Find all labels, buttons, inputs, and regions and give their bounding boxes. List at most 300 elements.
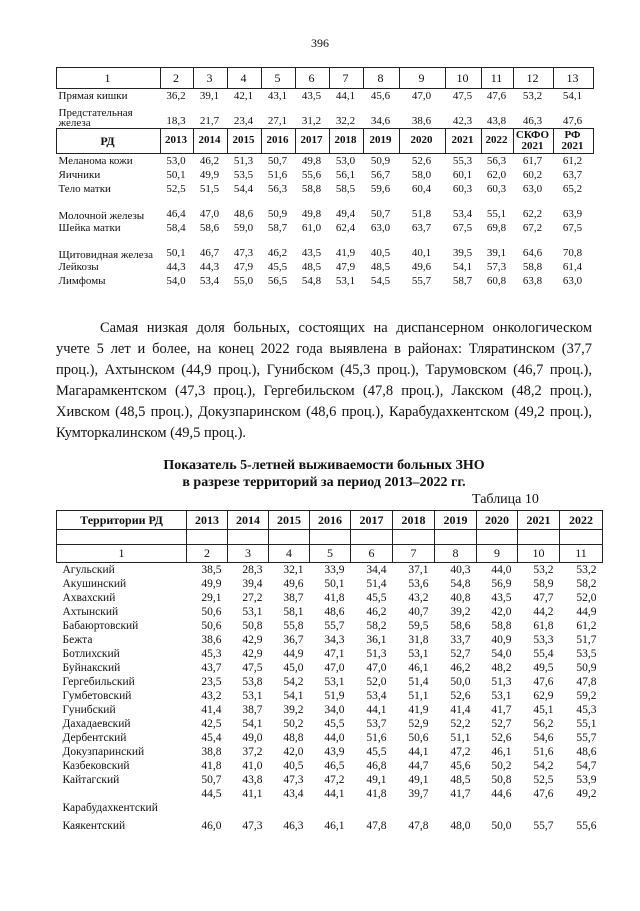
cell: 49,1	[408, 774, 429, 786]
row-label: Молочной железы	[58, 210, 145, 222]
cell: 46,8	[366, 760, 387, 772]
cell: 47,2	[450, 746, 471, 758]
cell: 44,1	[335, 90, 356, 103]
empty-cell	[518, 530, 560, 545]
cell: 18,3	[166, 115, 186, 128]
table1-header-cell: 3	[194, 68, 228, 89]
cell: 58,7	[452, 275, 473, 288]
empty-cell	[560, 530, 603, 545]
cell: 46,0	[201, 820, 222, 832]
cell: 45,0	[283, 662, 304, 674]
table-row	[57, 605, 603, 619]
cell: 47,3	[283, 774, 304, 786]
cell: 67,5	[452, 222, 473, 235]
table-row	[57, 801, 603, 815]
cell: 44,1	[324, 788, 345, 800]
table-row	[57, 689, 603, 703]
cell: 43,5	[301, 90, 322, 103]
cell: 47,8	[366, 820, 387, 832]
cell: 49,1	[366, 774, 387, 786]
cell: 50,0	[450, 676, 471, 688]
cell: 39,1	[486, 247, 507, 260]
cell: 50,8	[491, 774, 512, 786]
row-label: Казбековский	[62, 760, 130, 772]
cell: 42,5	[201, 718, 222, 730]
table-row	[57, 633, 603, 647]
cell: 53,1	[491, 690, 512, 702]
cell: 58,0	[411, 169, 432, 182]
cell: 63,9	[562, 208, 583, 221]
cell: 53,0	[335, 155, 356, 168]
table1-header-cell: 2019	[364, 129, 400, 154]
cell: 50,2	[283, 718, 304, 730]
table-row	[57, 619, 603, 633]
cell: 61,2	[562, 155, 583, 168]
cell: 67,2	[522, 222, 543, 235]
cell: 50,2	[491, 760, 512, 772]
table2-number-cell: 9	[477, 545, 518, 563]
cell: 59,6	[370, 183, 391, 196]
table-row	[57, 647, 603, 661]
cell: 52,9	[408, 718, 429, 730]
cell: 37,1	[408, 564, 429, 576]
cell: 43,9	[324, 746, 345, 758]
cell: 49,9	[199, 169, 220, 182]
row-label: Щитовидная железа	[58, 249, 153, 261]
cell: 49,4	[335, 208, 356, 221]
table1-header-cell: 7	[330, 68, 364, 89]
empty-cell	[187, 530, 228, 545]
cell: 54,8	[301, 275, 322, 288]
cell: 48,5	[301, 261, 322, 274]
cell: 54,1	[452, 261, 473, 274]
cell: 63,0	[562, 275, 583, 288]
cell: 53,5	[576, 648, 597, 660]
empty-cell	[477, 530, 518, 545]
cell: 54,5	[370, 275, 391, 288]
cell: 51,8	[411, 208, 432, 221]
row-label: Яичники	[58, 169, 101, 182]
row-label: Лимфомы	[58, 275, 106, 288]
table2-header-cell: 2020	[477, 511, 518, 530]
cell: 58,8	[301, 183, 322, 196]
row-label: Ахтынский	[62, 606, 119, 618]
cell: 56,7	[370, 169, 391, 182]
cell: 53,6	[408, 578, 429, 590]
cell: 54,2	[283, 676, 304, 688]
cell: 41,0	[242, 760, 263, 772]
empty-cell	[57, 530, 187, 545]
cell: 53,7	[366, 718, 387, 730]
cell: 41,1	[242, 788, 263, 800]
table1-header-cell: 6	[296, 68, 330, 89]
cell	[351, 801, 393, 815]
table1-header-cell: 11	[482, 68, 514, 89]
table1-number-row	[57, 68, 594, 89]
cell: 54,2	[533, 760, 554, 772]
table1-header-cell: 2	[161, 68, 194, 89]
cell: 63,7	[562, 169, 583, 182]
cell: 44,3	[199, 261, 220, 274]
row-label: Дербентский	[62, 732, 127, 744]
cell: 40,7	[408, 606, 429, 618]
cell: 42,0	[491, 606, 512, 618]
table1-header-cell: 2022	[482, 129, 514, 154]
cell: 50,6	[201, 606, 222, 618]
cell: 36,7	[283, 634, 304, 646]
cell: 34,3	[324, 634, 345, 646]
table2-number-cell: 3	[228, 545, 269, 563]
table1-header-cell: 2017	[296, 129, 330, 154]
cell: 44,0	[324, 732, 345, 744]
cell: 60,2	[522, 169, 543, 182]
cell: 47,3	[233, 247, 254, 260]
cell: 52,2	[450, 718, 471, 730]
cell: 53,5	[233, 169, 254, 182]
cell: 47,9	[335, 261, 356, 274]
table2-number-cell: 8	[435, 545, 477, 563]
cell: 51,4	[366, 578, 387, 590]
cell: 47,9	[233, 261, 254, 274]
cell: 50,6	[408, 732, 429, 744]
cell: 56,2	[533, 718, 554, 730]
cell	[560, 801, 603, 815]
cell: 54,8	[450, 578, 471, 590]
cell: 48,5	[370, 261, 391, 274]
cell: 43,5	[491, 592, 512, 604]
cell: 36,1	[366, 634, 387, 646]
cell: 50,1	[324, 578, 345, 590]
table2-header-cell: 2018	[393, 511, 435, 530]
table2-number-cell: 11	[560, 545, 603, 563]
cell: 44,1	[408, 746, 429, 758]
table2-number-row	[57, 545, 603, 563]
cell: 39,2	[283, 704, 304, 716]
cell: 56,9	[491, 578, 512, 590]
cell: 46,7	[199, 247, 220, 260]
cell: 53,0	[166, 155, 186, 168]
cell: 63,8	[522, 275, 543, 288]
cell: 37,2	[242, 746, 263, 758]
empty-cell	[351, 530, 393, 545]
cell: 51,1	[450, 732, 471, 744]
cell: 55,0	[233, 275, 254, 288]
cell: 55,1	[576, 718, 597, 730]
cell: 53,1	[242, 690, 263, 702]
cell: 58,2	[366, 620, 387, 632]
cell: 50,9	[267, 208, 288, 221]
table2-body	[57, 511, 603, 834]
cell: 53,1	[335, 275, 356, 288]
cell: 63,0	[522, 183, 543, 196]
cell: 46,3	[283, 820, 304, 832]
cell: 48,0	[450, 820, 471, 832]
cell: 53,4	[199, 275, 220, 288]
cell: 47,0	[199, 208, 220, 221]
cell: 55,8	[283, 620, 304, 632]
cell: 52,0	[576, 592, 597, 604]
row-label: Предстательная железа	[58, 107, 133, 129]
cell: 47,6	[486, 90, 507, 103]
table2-number-cell: 7	[393, 545, 435, 563]
cell: 50,6	[201, 620, 222, 632]
cell	[269, 801, 310, 815]
cell: 49,8	[301, 155, 322, 168]
cell: 41,8	[201, 760, 222, 772]
cell: 58,6	[199, 222, 220, 235]
row-label: Кайтагский	[62, 774, 120, 786]
cell: 51,3	[233, 155, 254, 168]
table2-header-cell: 2013	[187, 511, 228, 530]
cell: 45,4	[201, 732, 222, 744]
cell: 58,2	[576, 578, 597, 590]
cell: 46,4	[166, 208, 186, 221]
cell: 56,3	[486, 155, 507, 168]
cell: 46,2	[199, 155, 220, 168]
row-label: Ахвахский	[62, 592, 116, 604]
cell: 51,6	[267, 169, 288, 182]
cell: 39,1	[199, 90, 220, 103]
cell: 61,0	[301, 222, 322, 235]
table-row	[57, 235, 594, 260]
cell: 55,4	[533, 648, 554, 660]
cell: 58,9	[533, 578, 554, 590]
cell: 52,0	[366, 676, 387, 688]
cell: 48,6	[233, 208, 254, 221]
cell: 53,1	[242, 606, 263, 618]
cell: 23,4	[233, 115, 254, 128]
cell: 46,2	[366, 606, 387, 618]
cell: 46,5	[324, 760, 345, 772]
cell: 40,9	[491, 634, 512, 646]
cell: 44,0	[491, 564, 512, 576]
empty-cell	[310, 530, 351, 545]
cell: 44,6	[491, 788, 512, 800]
cell: 42,3	[452, 115, 473, 128]
cell: 47,2	[324, 774, 345, 786]
table-row	[57, 196, 594, 221]
cell: 21,7	[199, 115, 220, 128]
table-row	[57, 154, 594, 169]
cell: 63,7	[411, 222, 432, 235]
cell: 38,5	[201, 564, 222, 576]
cell: 47,8	[576, 676, 597, 688]
table1-header-cell: 2020	[400, 129, 446, 154]
cell: 62,2	[522, 208, 543, 221]
cell: 48,8	[283, 732, 304, 744]
table1-header-cell: 2013	[161, 129, 194, 154]
cell: 49,0	[242, 732, 263, 744]
cell: 44,7	[408, 760, 429, 772]
cell: 58,8	[522, 261, 543, 274]
page-number: 396	[311, 36, 329, 50]
table2-header-cell: 2021	[518, 511, 560, 530]
table-row	[57, 168, 594, 182]
cell: 50,9	[370, 155, 391, 168]
table-row	[57, 182, 594, 196]
table1-header-cell: 8	[364, 68, 400, 89]
table-row	[57, 759, 603, 773]
cell: 50,1	[166, 247, 186, 260]
table-row	[57, 703, 603, 717]
cell: 50,7	[267, 155, 288, 168]
cell: 48,5	[450, 774, 471, 786]
row-label: Бабаюртовский	[62, 620, 139, 632]
cell: 45,6	[370, 90, 391, 103]
cell: 36,2	[166, 90, 186, 103]
cell: 60,1	[452, 169, 473, 182]
row-label: Докузпаринский	[62, 746, 145, 758]
cell: 55,7	[533, 820, 554, 832]
cell: 47,0	[411, 90, 432, 103]
cell: 51,3	[366, 648, 387, 660]
cell: 50,8	[242, 620, 263, 632]
cell: 34,4	[366, 564, 387, 576]
cell: 38,7	[283, 592, 304, 604]
cell: 69,8	[486, 222, 507, 235]
cell: 33,9	[324, 564, 345, 576]
cell: 44,2	[533, 606, 554, 618]
cell: 62,9	[533, 690, 554, 702]
cell: 49,9	[201, 578, 222, 590]
cell: 46,1	[324, 820, 345, 832]
cell: 53,9	[576, 774, 597, 786]
cell: 51,6	[533, 746, 554, 758]
cell: 31,2	[301, 115, 322, 128]
cell: 60,3	[486, 183, 507, 196]
cell: 54,6	[533, 732, 554, 744]
cell: 48,2	[491, 662, 512, 674]
cell: 55,7	[576, 732, 597, 744]
table1-header-cell: 10	[446, 68, 482, 89]
cell: 39,7	[408, 788, 429, 800]
cell: 61,7	[522, 155, 543, 168]
table-row	[57, 577, 603, 591]
cell: 45,3	[201, 648, 222, 660]
row-label: Каякентский	[62, 820, 126, 832]
cell	[518, 801, 560, 815]
table1-header-cell: РД	[57, 129, 161, 154]
table2-header-cell: 2017	[351, 511, 393, 530]
cell: 58,1	[283, 606, 304, 618]
table-number: Таблица 10	[472, 492, 539, 507]
cell: 31,8	[408, 634, 429, 646]
cell	[477, 801, 518, 815]
cell: 46,1	[491, 746, 512, 758]
cell: 41,4	[201, 704, 222, 716]
row-label: Бежта	[62, 634, 93, 646]
cell: 63,0	[370, 222, 391, 235]
cell: 49,8	[301, 208, 322, 221]
cell: 54,1	[283, 690, 304, 702]
row-label: Буйнакский	[62, 662, 121, 674]
cell: 28,3	[242, 564, 263, 576]
cell	[187, 801, 228, 815]
cell: 48,6	[324, 606, 345, 618]
cell: 46,2	[450, 662, 471, 674]
cell: 47,6	[533, 676, 554, 688]
table1-header-cell: 4	[228, 68, 262, 89]
cell: 51,4	[408, 676, 429, 688]
row-label: Шейка матки	[58, 222, 121, 235]
cell: 49,6	[283, 578, 304, 590]
cell: 44,1	[366, 704, 387, 716]
table-row	[57, 815, 603, 833]
table2-header-cell: 2015	[269, 511, 310, 530]
cell: 54,0	[166, 275, 186, 288]
row-label	[57, 787, 187, 801]
cell: 56,3	[267, 183, 288, 196]
table-row	[57, 675, 603, 689]
cell: 60,3	[452, 183, 473, 196]
row-label: Гунибский	[62, 704, 116, 716]
table-row	[57, 221, 594, 235]
cell: 47,1	[324, 648, 345, 660]
table-heading-line-1: Показатель 5-летней выживаемости больных ЗНО	[163, 458, 485, 473]
cell: 53,1	[324, 676, 345, 688]
cell: 51,3	[491, 676, 512, 688]
table1-header-cell: 2015	[228, 129, 262, 154]
cell: 56,1	[335, 169, 356, 182]
cell: 55,6	[576, 820, 597, 832]
table-row	[57, 274, 594, 288]
table2-number-cell: 6	[351, 545, 393, 563]
table1-header-cell: 12	[514, 68, 554, 89]
table-row	[57, 103, 594, 129]
cell: 47,6	[533, 788, 554, 800]
cell: 61,4	[562, 261, 583, 274]
cell: 46,2	[267, 247, 288, 260]
cell	[435, 801, 477, 815]
cell: 53,4	[366, 690, 387, 702]
empty-cell	[269, 530, 310, 545]
cell: 41,7	[491, 704, 512, 716]
cell: 51,7	[576, 634, 597, 646]
cell: 52,7	[491, 718, 512, 730]
cell: 43,8	[242, 774, 263, 786]
cell: 52,7	[450, 648, 471, 660]
cell: 47,8	[408, 820, 429, 832]
cell: 55,1	[486, 208, 507, 221]
row-label: Меланома кожи	[58, 155, 133, 168]
table1-header-cell: 2014	[194, 129, 228, 154]
cell: 43,8	[486, 115, 507, 128]
row-label: Ботлихский	[62, 648, 120, 660]
cell: 39,4	[242, 578, 263, 590]
cell: 32,2	[335, 115, 356, 128]
cell: 40,8	[450, 592, 471, 604]
cell: 57,3	[486, 261, 507, 274]
cell: 53,2	[533, 564, 554, 576]
empty-cell	[435, 530, 477, 545]
cell: 41,8	[366, 788, 387, 800]
cell: 53,3	[533, 634, 554, 646]
table2-header-cell: Территории РД	[57, 511, 187, 530]
cell: 23,5	[201, 676, 222, 688]
cell: 47,7	[533, 592, 554, 604]
table1-body	[57, 154, 594, 289]
cell: 58,8	[491, 620, 512, 632]
cell: 47,5	[452, 90, 473, 103]
cell: 58,5	[335, 183, 356, 196]
cell: 45,6	[450, 760, 471, 772]
row-label: Карабудахкентский	[62, 802, 158, 814]
table2-header-cell: 2016	[310, 511, 351, 530]
row-label: Гергебильский	[62, 676, 135, 688]
row-label: Акушинский	[62, 578, 127, 590]
cell: 51,6	[366, 732, 387, 744]
cell: 51,9	[324, 690, 345, 702]
